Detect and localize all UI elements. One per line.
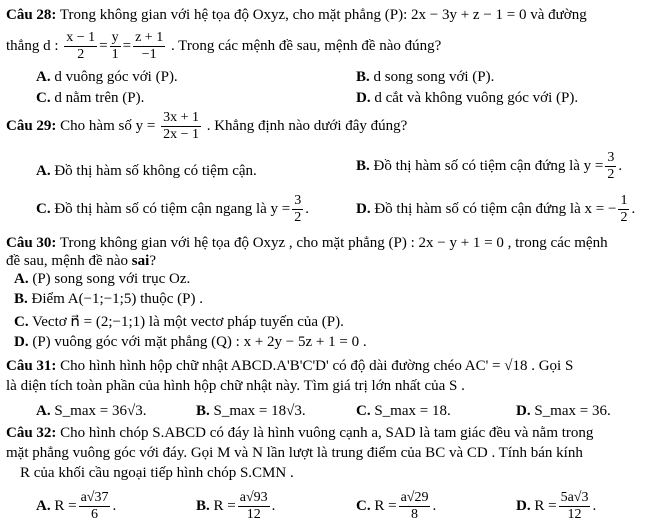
q32-option-d-label: D. [516, 497, 531, 514]
q32-stem-line1 [6, 424, 593, 442]
q29-option-b-frac [605, 150, 616, 183]
q32-option-c[interactable]: C. R = $\frac{a√29}{8}$ . [356, 490, 437, 522]
q29-stem-post: . Khẳng định nào dưới đây đúng? [206, 117, 408, 134]
q28-frac2-num: y [111, 30, 119, 45]
q32-label: Câu 32: [6, 425, 57, 441]
q30-stem2-pre: đề sau, mệnh đề nào [6, 253, 132, 269]
q29-frac-den: 2x − 1 [163, 127, 199, 142]
q29-option-d-den: 2 [620, 210, 628, 225]
q32-option-a-num: a√37 [80, 490, 109, 505]
q28-option-d[interactable] [356, 89, 578, 107]
q28-option-d-text: d cắt và không vuông góc với (P). [374, 90, 579, 106]
q32-option-d[interactable]: D. R = $\frac{5a√3}{12}$ . [516, 490, 597, 522]
q32-option-b-num: a√93 [239, 490, 268, 505]
q28-option-b-label: B. [356, 69, 370, 85]
q31-label: Câu 31: [6, 358, 57, 374]
q29-stem [6, 110, 407, 143]
q28-option-a[interactable] [36, 68, 178, 86]
q32-stem1: Cho hình chóp S.ABCD có đáy là hình vuông cạnh a, SAD là tam giác đều và nằm trong [60, 425, 594, 441]
q28-label: Câu 28: [6, 7, 57, 23]
q32-option-a-den: 6 [91, 507, 99, 522]
q31-option-b[interactable] [196, 402, 306, 420]
q32-option-c-frac [399, 490, 431, 523]
q28-frac1-num: x − 1 [66, 30, 96, 45]
q30-option-d-text: (P) vuông góc với mặt phẳng (Q) : x + 2y − 5z + 1 = 0 . [32, 334, 367, 350]
q30-label: Câu 30: [6, 235, 57, 251]
q31-option-a-label: A. [36, 403, 51, 419]
q28-frac3-den: −1 [141, 47, 157, 62]
q28-option-a-text: d vuông góc với (P). [54, 69, 178, 85]
q32-stem2: mặt phẳng vuông góc với đáy. Gọi M và N lần lượt là trung điểm của BC và CD . Tính bán kính [6, 445, 583, 461]
q32-option-c-pre: R = [374, 497, 397, 514]
q32-option-d-frac [559, 490, 591, 523]
q32-option-a-pre: R = [54, 497, 77, 514]
q30-option-c-text: Vectơ n⃗ = (2;−1;1) là một vectơ pháp tuyến của (P). [32, 314, 344, 330]
q31-stem1: Cho hình hình hộp chữ nhật ABCD.A'B'C'D' có độ dài đường chéo AC' = √18 . Gọi S [60, 358, 574, 374]
q28-option-d-label: D. [356, 90, 371, 106]
q31-option-b-text: S_max = 18√3. [213, 403, 306, 419]
q30-option-b[interactable] [14, 290, 203, 308]
q29-option-b[interactable]: B. Đồ thị hàm số có tiệm cận đứng là y = $\frac{3}{2}$ . [356, 150, 623, 182]
q32-stem-line3 [20, 464, 294, 482]
q32-option-d-num: 5a√3 [560, 490, 589, 505]
q29-option-a-text: Đồ thị hàm số không có tiệm cận. [54, 163, 257, 179]
q28-frac1-den: 2 [77, 47, 85, 62]
q30-option-b-label: B. [14, 291, 28, 307]
q31-option-c-text: S_max = 18. [374, 403, 451, 419]
q29-option-c-den: 2 [294, 210, 302, 225]
q29-stem-pre: Cho hàm số y = [60, 117, 156, 134]
q28-stem-line2: thẳng d : $\frac{x - 1}{2}$ = $\frac{y}{1}$ = $\frac{z + 1}{-1}$ . Trong các mệnh đề sau, mệnh đề nào đúng? [6, 30, 442, 62]
q29-label: Câu 29: [6, 117, 57, 134]
q29-option-c-frac [292, 193, 303, 226]
q28-line-prefix: thẳng d : [6, 37, 59, 54]
q29-frac [161, 110, 201, 143]
q29-option-d[interactable]: D. Đồ thị hàm số có tiệm cận đứng là x = − $\frac{1}{2}$ . [356, 193, 636, 225]
q30-option-a-text: (P) song song với trục Oz. [32, 271, 191, 287]
q31-option-d-text: S_max = 36. [534, 403, 611, 419]
q32-stem3: R của khối cầu ngoại tiếp hình chóp S.CMN . [20, 465, 294, 481]
q31-option-d[interactable] [516, 402, 611, 420]
q29-option-b-den: 2 [607, 167, 615, 182]
q30-option-c-label: C. [14, 314, 29, 330]
q31-option-c[interactable] [356, 402, 451, 420]
q30-stem-line1 [6, 234, 608, 252]
q28-frac3-num: z + 1 [135, 30, 164, 45]
q29-option-d-frac [618, 193, 629, 226]
q30-option-c[interactable] [14, 313, 344, 331]
q30-option-d[interactable] [14, 333, 367, 351]
q28-stem2: . Trong các mệnh đề sau, mệnh đề nào đúng? [170, 37, 442, 54]
q28-frac2-den: 1 [111, 47, 119, 62]
q32-option-c-den: 8 [411, 507, 419, 522]
q32-option-d-pre: R = [534, 497, 557, 514]
q28-frac2 [110, 30, 121, 63]
q28-stem1: Trong không gian với hệ tọa độ Oxyz, cho mặt phẳng (P): 2x − 3y + z − 1 = 0 và đường [59, 7, 587, 23]
q32-option-b-den: 12 [246, 507, 261, 522]
q32-option-b-pre: R = [213, 497, 236, 514]
q28-option-c[interactable] [36, 89, 144, 107]
q31-stem2: là diện tích toàn phần của hình hộp chữ nhật này. Tìm giá trị lớn nhất của S . [6, 378, 465, 394]
q29-option-d-label: D. [356, 200, 371, 217]
q32-option-b[interactable]: B. R = $\frac{a√93}{12}$ . [196, 490, 276, 522]
q31-option-a[interactable] [36, 402, 146, 420]
q30-stem1: Trong không gian với hệ tọa độ Oxyz , cho mặt phẳng (P) : 2x − y + 1 = 0 , trong các mệnh [59, 235, 608, 251]
q30-stem2-bold: sai [131, 253, 150, 269]
q28-option-c-label: C. [36, 90, 51, 106]
q29-option-a[interactable] [36, 162, 257, 180]
q30-option-a[interactable] [14, 270, 190, 288]
q31-stem-line2 [6, 377, 465, 395]
q32-option-b-frac [238, 490, 270, 523]
q29-option-b-num: 3 [607, 150, 615, 165]
q28-option-a-label: A. [36, 69, 51, 85]
q31-option-a-text: S_max = 36√3. [54, 403, 147, 419]
q30-option-b-text: Điểm A(−1;−1;5) thuộc (P) . [31, 291, 203, 307]
q32-option-b-label: B. [196, 497, 210, 514]
q28-option-b-text: d song song với (P). [373, 69, 495, 85]
q32-option-a-label: A. [36, 497, 51, 514]
q32-option-c-num: a√29 [400, 490, 429, 505]
q31-stem-line1 [6, 357, 573, 375]
q29-option-c[interactable]: C. Đồ thị hàm số có tiệm cận ngang là y = $\frac{3}{2}$ . [36, 193, 309, 225]
q29-option-d-text: Đồ thị hàm số có tiệm cận đứng là x = − [374, 200, 617, 217]
q29-frac-num: 3x + 1 [163, 110, 199, 125]
q32-option-a-frac [79, 490, 111, 523]
q30-option-a-label: A. [14, 271, 29, 287]
q29-option-c-num: 3 [294, 193, 302, 208]
q31-option-c-label: C. [356, 403, 371, 419]
q32-stem-line2 [6, 444, 583, 462]
q31-option-b-label: B. [196, 403, 210, 419]
q31-option-d-label: D. [516, 403, 531, 419]
q29-option-b-text: Đồ thị hàm số có tiệm cận đứng là y = [373, 157, 604, 174]
q29-option-b-label: B. [356, 157, 370, 174]
q29-option-d-num: 1 [620, 193, 628, 208]
q30-stem-line2 [6, 252, 156, 270]
q28-option-b[interactable] [356, 68, 494, 86]
q28-frac3 [133, 30, 165, 63]
q29-option-c-text: Đồ thị hàm số có tiệm cận ngang là y = [54, 200, 291, 217]
q29-option-a-label: A. [36, 163, 51, 179]
q28-option-c-text: d nằm trên (P). [54, 90, 145, 106]
q28-frac1 [64, 30, 97, 63]
q29-option-c-label: C. [36, 200, 51, 217]
q30-stem2-post: ? [149, 253, 156, 269]
q32-option-d-den: 12 [567, 507, 582, 522]
q30-option-d-label: D. [14, 334, 29, 350]
q28-stem-line1 [6, 6, 587, 24]
q32-option-a[interactable]: A. R = $\frac{a√37}{6}$ . [36, 490, 117, 522]
q32-option-c-label: C. [356, 497, 371, 514]
